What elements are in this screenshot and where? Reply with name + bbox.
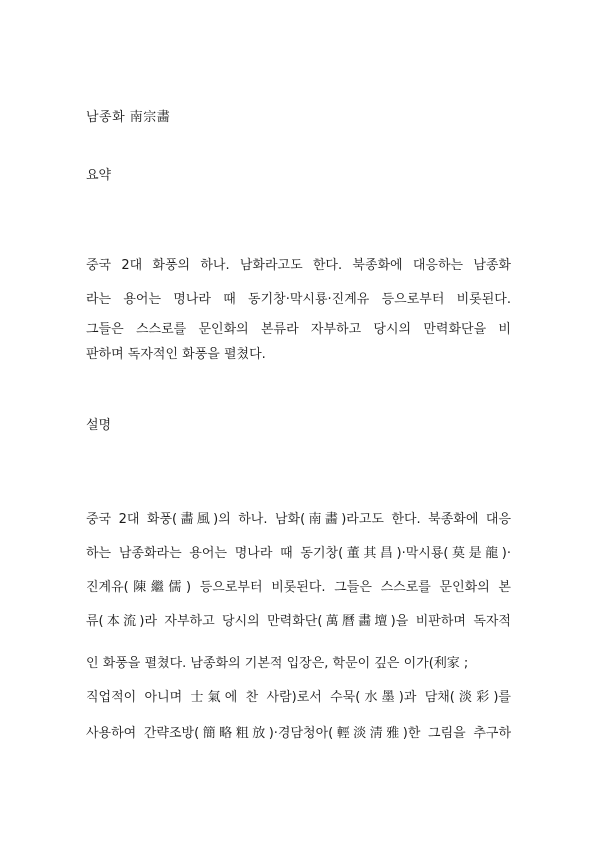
document-title: 남종화 南宗畵 bbox=[86, 110, 171, 125]
description-heading: 설명 bbox=[86, 418, 112, 433]
description-line: 사용하여 간략조방(簡略粗放)·경담청아(輕淡淸雅)한 그림을 추구하 bbox=[86, 726, 511, 741]
description-line: 중국 2대 화풍(畵風)의 하나. 남화(南畵)라고도 한다. 북종화에 대응 bbox=[86, 512, 511, 527]
description-line: 류(本流)라 자부하고 당시의 만력화단(萬曆畵壇)을 비판하며 독자적 bbox=[86, 614, 511, 629]
summary-line: 그들은 스스로를 문인화의 본류라 자부하고 당시의 만력화단을 비 bbox=[86, 322, 511, 337]
description-line: 진계유(陳繼儒) 등으로부터 비롯된다. 그들은 스스로를 문인화의 본 bbox=[86, 580, 511, 595]
summary-heading: 요약 bbox=[86, 168, 112, 183]
summary-line: 중국 2대 화풍의 하나. 남화라고도 한다. 북종화에 대응하는 남종화 bbox=[86, 258, 511, 273]
description-line: 직업적이 아니며 士氣에 찬 사람)로서 수묵(水墨)과 담채(淡彩)를 bbox=[86, 690, 511, 705]
summary-line: 라는 용어는 명나라 때 동기창·막시룡·진계유 등으로부터 비롯된다. bbox=[86, 292, 511, 307]
description-line: 인 화풍을 펼쳤다. 남종화의 기본적 입장은, 학문이 깊은 이가(利家 ; bbox=[86, 656, 469, 671]
description-line: 하는 남종화라는 용어는 명나라 때 동기창(董其昌)·막시룡(莫是龍)· bbox=[86, 546, 511, 561]
summary-line: 판하며 독자적인 화풍을 펼쳤다. bbox=[86, 347, 266, 362]
